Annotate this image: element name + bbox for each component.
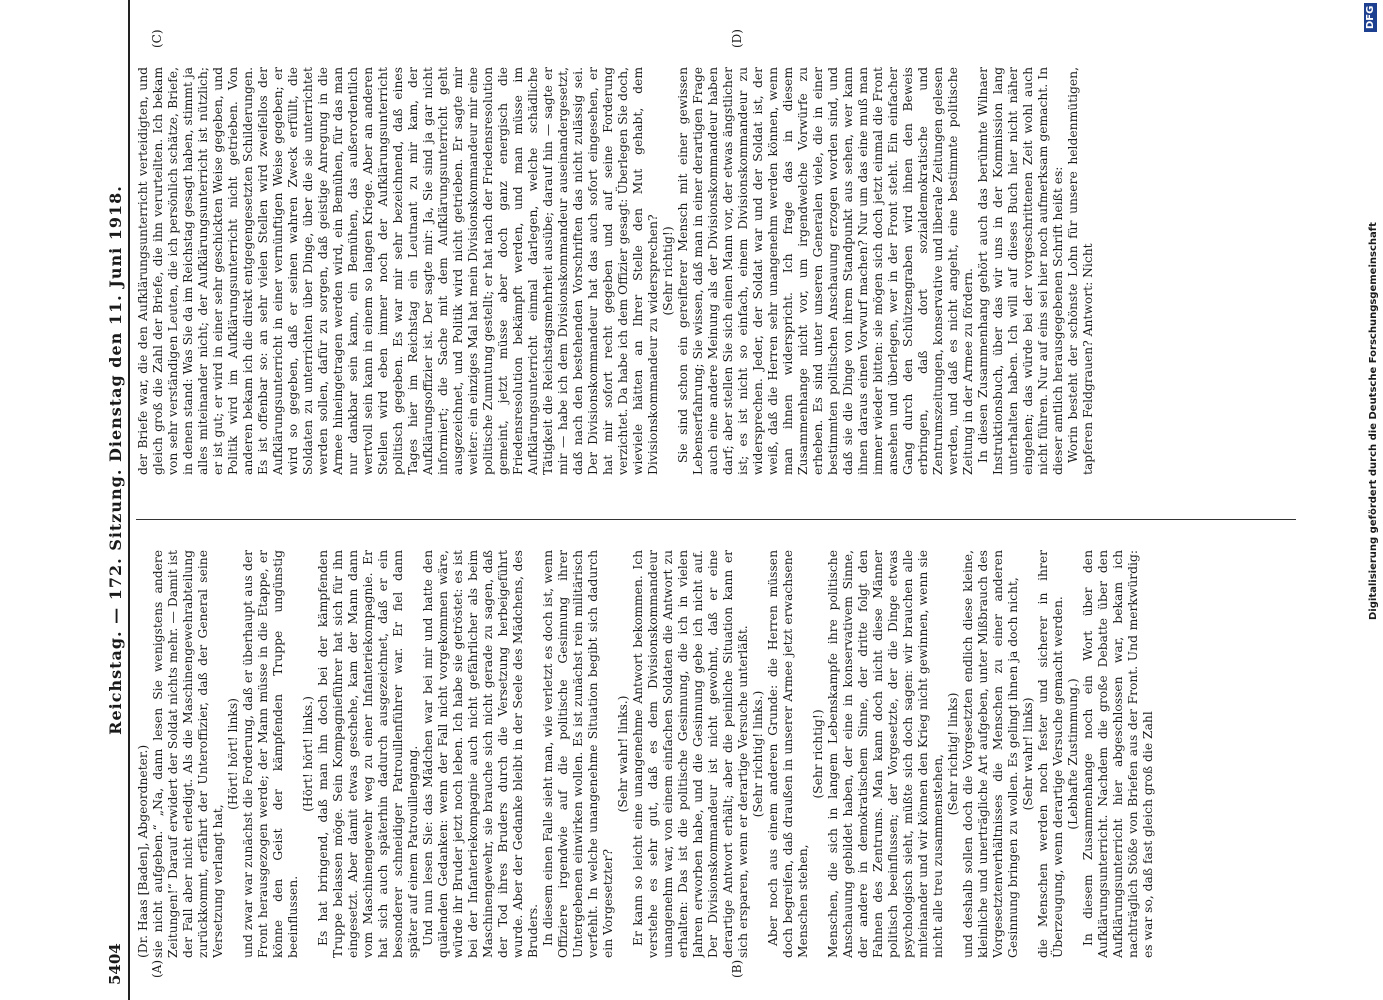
interjection: (Sehr richtig!) (661, 226, 675, 316)
interjection: (Sehr wahr! links.) (616, 695, 630, 813)
paragraph: die Menschen werden noch fester und sicherer in ihrer Überzeugung, wenn derartige Versuche gemacht werden. (1036, 550, 1065, 958)
interjection: (Sehr richtig!) (811, 709, 825, 799)
paragraph: Sie sind schon ein gereifterer Mensch mit einer gewissen Lebenserfahrung; Sie wissen, daß man in einer derartigen Frage auch eine andere Meinung als der Divisionskommandeur haben darf; aber stellen Sie sich einen Mann vor, der etwas ängstlicher ist; es ist nicht so einfach, einem Divisionskommandeur zu widersprechen. Jeder, der Soldat war und der Soldat ist, der weiß, daß die Herren sehr unangenehm werden können, wenn man ihnen widerspricht. Ich frage das in diesem Zusammenhange nicht vor, um irgendwelche Vorwürfe zu erheben. Es sind unter unseren Generalen viele, die in einer bestimmten politischen Anschauung erzogen worden sind, und daß sie die Dinge von ihrem Standpunkt aus sehen, wer kann ihnen daraus einen Vorwurf machen? Nur um das eine muß man immer wieder bitten: sie mögen sich doch jetzt einmal die Front ansehen und überlegen, wer in der Front steht. Ein einfacher Gang durch den Schützengraben wird ihnen den Beweis erbringen, daß dort sozialdemokratische und Zentrumszeitungen, konservative und liberale Zeitungen gelesen werden, und daß es nicht angeht, eine bestimmte politische Zeitung in der Armee zu fördern. (676, 67, 975, 475)
right-column (136, 67, 1296, 475)
paragraph: Es hat bringend, daß man ihn doch bei der kämpfenden Truppe belassen möge. Sein Kompagnieführer hat sich für ihn eingesetzt. Aber damit etwas geschehe, kam der Mann dann vom Maschinengewehr weg zu einer Infanteriekompagnie. Er hat sich auch späterhin dadurch ausgezeichnet, daß er ein besonderer schneidiger Patrouillenführer war. Er fiel dann später auf einem Patrouillengang. (316, 550, 420, 958)
margin-marker-a: (A) (150, 959, 164, 978)
interjection: (Hört! hört! links) (226, 698, 240, 810)
interjection: (Sehr richtig! links.) (751, 690, 765, 818)
paragraph: Aber noch aus einem anderen Grunde: die Herren müssen doch begreifen, daß draußen in unserer Armee jetzt erwachsene Menschen stehen, (766, 550, 810, 958)
page-number: 5404 (106, 943, 124, 985)
quote: Worin besteht der schönste Lohn für unsere heldenmütigen, tapferen Feldgrauen? Antwort: Nicht (1066, 67, 1095, 475)
column-divider (136, 519, 1296, 520)
header-rule (128, 0, 130, 1000)
paragraph: und deshalb sollen doch die Vorgesetzten endlich diese kleine, kleinliche und unerträgliche Art aufgeben, unter Mißbrauch des Vorgesetztenverhältnisses die Menschen zu einer anderen Gesinnung bringen zu wollen. Es gelingt ihnen ja doch nicht, (961, 550, 1020, 958)
paragraph: der Briefe war, die den Aufklärungsunterricht verteidigten, und gleich groß die Zahl der Briefe, die ihn verurteilten. Ich bekam von sehr verständigen Leuten, die ich persönlich schätze, Briefe, in denen stand: Was Sie da im Reichstag gesagt haben, stimmt ja alles miteinander nicht; der Aufklärungsunterricht ist nützlich; er ist gut; er wird in einer sehr geschickten Weise gegeben, und Politik wird im Aufklärungsunterricht nicht getrieben. Von anderen bekam ich die direkt entgegengesetzten Schilderungen. Es ist offenbar so: an sehr vielen Stellen wird zweifellos der Aufklärungsunterricht in einer vernünftigen Weise gegeben; er wird so gegeben, daß er seinen wahren Zweck erfüllt, die Soldaten zu unterrichten über Dinge, über die sie unterrichtet werden sollen, dafür zu sorgen, daß geistige Anregung in die Armee hineingetragen werden wird, ein Bemühen, für das man nur dankbar sein kann, ein Bemühen, das außerordentlich wertvoll sein kann in einem so langen Kriege. Aber an anderen Stellen wird eben immer noch der Aufklärungsunterricht politisch gegeben. Es war mir sehr bezeichnend, daß eines Tages hier im Reichstag ein Leutnant zu mir kam, der Aufklärungsoffizier ist. Der sagte mir: Ja, Sie sind ja gar nicht informiert; die Sache mit dem Aufklärungsunterricht geht ausgezeichnet, und Politik wird nicht getrieben. Er sagte mir weiter: ein einziges Mal hat mein Divisionskommandeur mir eine politische Zumutung gestellt; er hat nach der Friedensresolution gemeint, jetzt müsse aber doch ganz energisch die Friedensresolution bekämpft werden, und man müsse im Aufklärungsunterricht einmal darlegen, welche schädliche Tätigkeit die Reichstagsmehrheit ausübe; darauf hin — sagte er mir — habe ich dem Divisionskommandeur auseinandergesetzt, daß nach den bestehenden Vorschriften das nicht zulässig sei. Der Divisionskommandeur hat das auch sofort eingesehen, er hat mir sofort recht gegeben und auf seine Forderung verzichtet. Da habe ich dem Offizier gesagt: Überlegen Sie doch, wieviele hätten an Ihrer Stelle den Mut gehabt, dem Divisionskommandeur zu widersprechen? (136, 67, 660, 475)
dfg-logo: DFG (1364, 3, 1377, 32)
speaker-line: (Dr. Haas [Baden], Abgeordneter.) (136, 744, 150, 958)
paragraph: und zwar war zunächst die Forderung, daß er überhaupt aus der Front herausgezogen werde; der Mann müsse in die Etappe, er könne den Geist der kämpfenden Truppe ungünstig beeinflussen. (241, 550, 300, 958)
margin-marker-b: (B) (730, 959, 744, 978)
paragraph: In diesen Zusammenhang gehört auch das berühmte Wilnaer Instruktionsbuch, über das wir uns in der Kommission lang unterhalten haben. Ich will auf dieses Buch hier nicht näher eingehen; das würde bei der vorgeschrittenen Zeit wohl auch nicht führen. Nur auf eins sei hier noch aufmerksam gemacht. In dieser amtlich herausgegebenen Schrift heißt es: (976, 67, 1065, 475)
paragraph: In diesem einen Falle sieht man, wie verletzt es doch ist, wenn Offiziere irgendwie auf die politische Gesinnung ihrer Untergebenen einwirken wollen. Es ist zunächst rein militärisch verfehlt. In welche unangenehme Situation begibt sich dadurch ein Vorgesetzter? (541, 550, 615, 958)
margin-marker-d: (D) (730, 29, 744, 48)
margin-marker-c: (C) (150, 29, 164, 48)
paragraph: sie nicht aufgeben.“ „Na, dann lesen Sie wenigstens andere Zeitungen!“ Darauf erwidert der Soldat nichts mehr. — Damit ist der Fall aber nicht erledigt. Als die Maschinengewehrabteilung zurückkommt, erfährt der Unteroffizier, daß der General seine Versetzung verlangt hat, (151, 550, 225, 958)
paragraph: Und nun lesen Sie: das Mädchen war bei mir und hatte den quälenden Gedanken: wenn der Fall nicht vorgekommen wäre, würde ihr Bruder jetzt noch leben. Ich habe sie getröstet: es ist bei der Infanteriekompagnie auch nicht gefährlicher als beim Maschinengewehr, sie brauche sich nicht gerade zu sagen, daß der Tod ihres Bruders durch die Versetzung herbeigeführt wurde. Aber der Gedanke bleibt in der Seele des Mädchens, des Bruders. (421, 550, 540, 958)
interjection: (Sehr richtig! links) (946, 692, 960, 816)
page-title: Reichstag. — 172. Sitzung. Dienstag den 11. Juni 1918. (106, 185, 125, 735)
interjection: (Lebhafte Zustimmung.) (1066, 678, 1080, 830)
paragraph: Menschen, die sich in langem Lebenskampfe ihre politische Anschauung gebildet haben, der eine in konservativem Sinne, der andere in demokratischem Sinne, der dritte folgt den Fahnen des Zentrums. Man kann doch nicht diese Männer politisch beeinflussen; der Vorgesetzte, der die Dinge etwas psychologisch sieht, müßte sich doch sagen: wir brauchen alle miteinander und wir können den Krieg nicht gewinnen, wenn sie nicht alle treu zusammenstehen, (826, 550, 945, 958)
footer-strip (1364, 0, 1382, 1000)
digitization-note: Digitalisierung gefördert durch die Deutsche Forschungsgemeinschaft (1368, 222, 1379, 620)
interjection: (Hört! hört! links.) (301, 696, 315, 812)
page-header (106, 0, 128, 1000)
paragraph: In diesem Zusammenhange noch ein Wort über den Aufklärungsunterricht. Nachdem die große Debatte über den Aufklärungsunterricht hier abgeschlossen war, bekam ich nachträglich Stöße von Briefen aus der Front. Und merkwürdig: es war so, daß fast gleich groß die Zahl (1081, 550, 1155, 958)
interjection: (Sehr wahr! links) (1021, 697, 1035, 811)
paragraph: Er kann so leicht eine unangenehme Antwort bekommen. Ich verstehe es sehr gut, daß es dem Divisionskommandeur unangenehm war, von einem einfachen Soldaten die Antwort zu erhalten: Das ist die politische Gesinnung, die ich in vielen Jahren erworben habe, und die Gesinnung gebe ich nicht auf. Der Divisionskommandeur ist nicht gewohnt, daß er eine derartige Antwort erhält; aber die peinliche Situation kann er sich ersparen, wenn er derartige Versuche unterläßt. (631, 550, 750, 958)
left-column (136, 550, 1296, 958)
